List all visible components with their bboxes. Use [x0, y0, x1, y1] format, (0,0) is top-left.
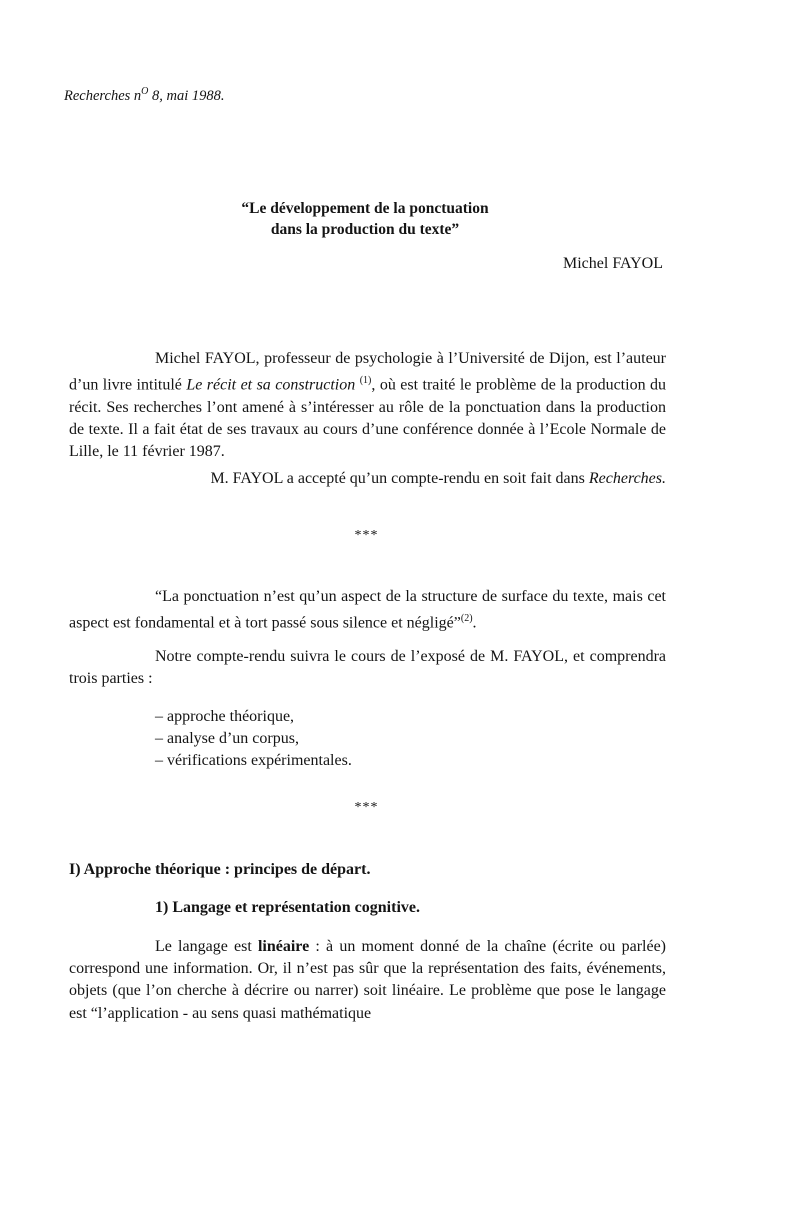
quote-paragraph: “La ponctuation n’est qu’un aspect de la structure de surface du texte, mais cet aspect est fondamental et à tort passé sous silence et négligé”$^{(2)}$. — [69, 588, 666, 632]
article-title-line-2: dans la production du texte” — [270, 221, 460, 238]
plan-list — [155, 706, 352, 773]
body-paragraph: Le langage est linéaire : à un moment donné de la chaîne (écrite ou parlée) correspond une information. Or, il n’est pas sûr que la représentation des faits, événements, objets (que l’on cherche à décrire ou narrer) soit linéaire. Le problème que pose le langage est “l’application - au sens quasi mathématique — [69, 938, 666, 1022]
separator-2: *** — [354, 800, 379, 815]
plan-paragraph: Notre compte-rendu suivra le cours de l’exposé de M. FAYOL, et comprendra trois parties : — [69, 648, 666, 688]
article-author: Michel FAYOL — [563, 255, 663, 272]
list-item: – analyse d’un corpus, — [155, 730, 299, 748]
book-title: Le récit et sa construction — [186, 376, 356, 394]
intro-paragraph: Michel FAYOL, professeur de psychologie à l’Université de Dijon, est l’auteur d’un livre intitulé Le récit et sa construction $^{(1)}$, où est traité le problème de la production du récit. Ses recherches l’ont amené à s’intéresser au rôle de la ponctuation dans la production de texte. Il a fait état de ses travaux au cours d’une conférence donnée à l’Ecole Normale de Lille, le 11 février 1987. — [69, 350, 667, 461]
acceptance-paragraph: M. FAYOL a accepté qu’un compte-rendu en soit fait dans Recherches. — [210, 470, 666, 487]
footnote-ref-1: (1) — [359, 375, 372, 387]
subsection-heading: 1) Langage et représentation cognitive. — [155, 899, 420, 916]
journal-name: Recherches. — [588, 470, 666, 487]
footnote-ref-2: (2) — [460, 613, 473, 625]
list-item: – vérifications expérimentales. — [155, 752, 352, 770]
keyword-lineaire: linéaire — [257, 938, 310, 955]
section-heading: I) Approche théorique : principes de départ. — [69, 861, 371, 878]
article-title-line-1: “Le développement de la ponctuation — [241, 200, 489, 217]
list-item: – approche théorique, — [155, 708, 295, 725]
running-header: Recherches $n^O$ 8, mai 1988. — [64, 86, 225, 104]
separator-1: *** — [354, 528, 379, 543]
